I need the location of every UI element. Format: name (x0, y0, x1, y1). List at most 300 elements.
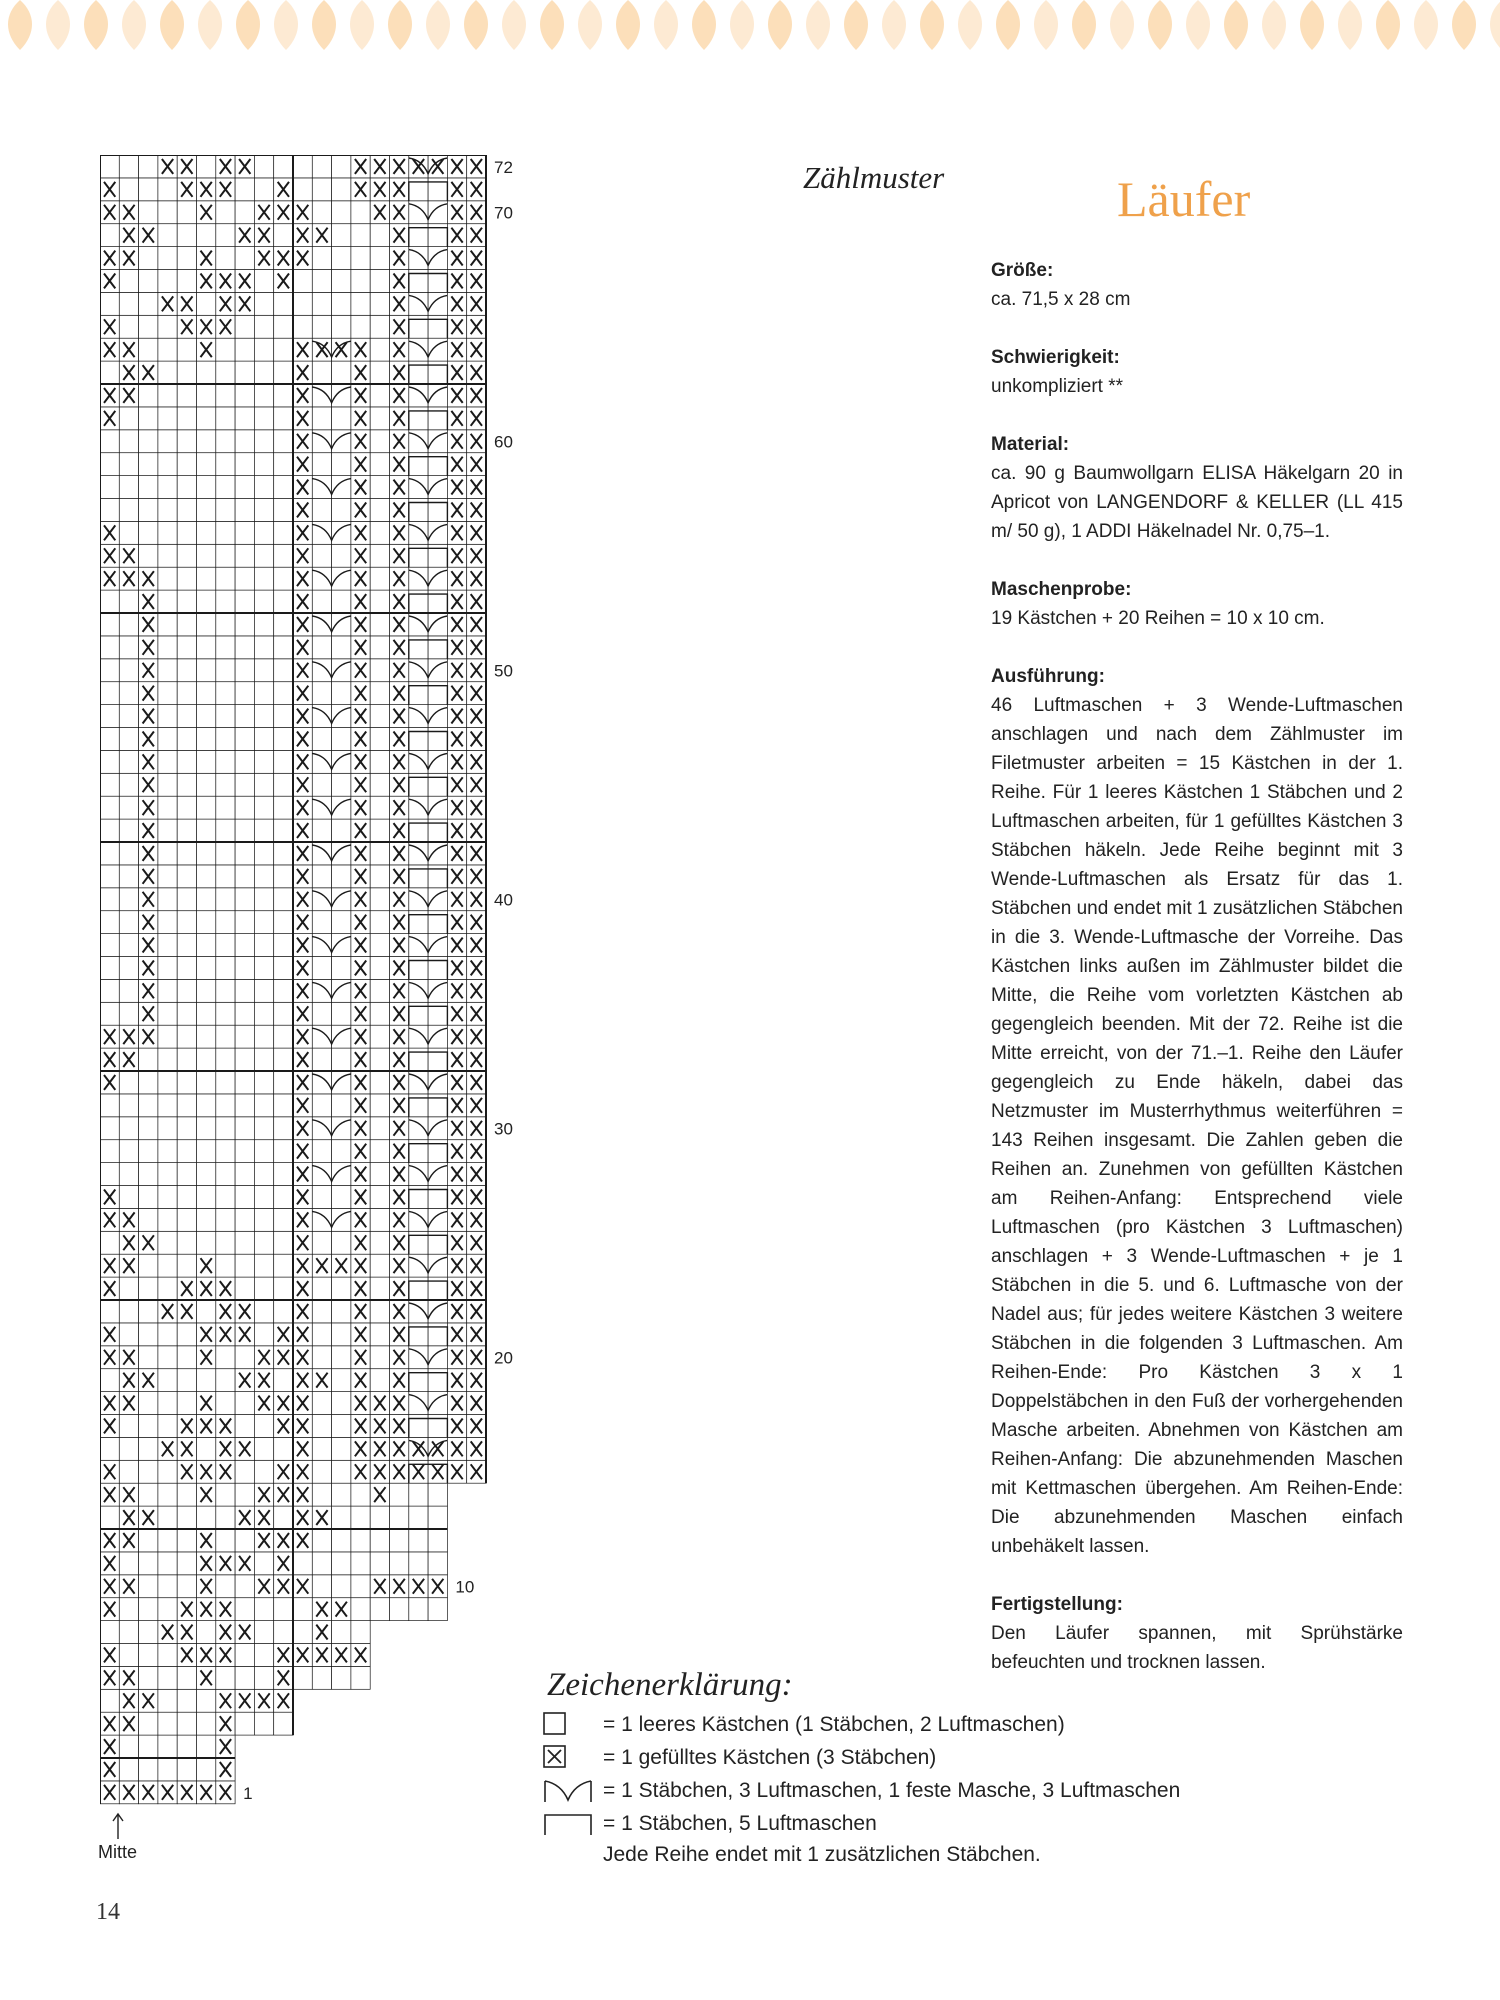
filled-square-icon (543, 1745, 567, 1769)
chart-cell (139, 407, 158, 430)
chart-cell (158, 911, 177, 934)
chart-cell (370, 888, 389, 911)
chart-cell (235, 888, 254, 911)
chart-cell (216, 201, 235, 224)
chart-cell (216, 1529, 235, 1552)
chart-cell (332, 292, 351, 315)
legend-title: Zeichenerklärung: (547, 1667, 793, 1703)
deco-drop (122, 0, 146, 50)
chart-cell (293, 292, 312, 315)
chart-cell (274, 361, 293, 384)
chart-cell (235, 842, 254, 865)
chart-cell (158, 819, 177, 842)
chart-cell (235, 1277, 254, 1300)
chart-cell (216, 773, 235, 796)
deco-drop (1148, 0, 1172, 50)
chart-cell (197, 384, 216, 407)
chart-cell (177, 1002, 196, 1025)
chart-cell (139, 1392, 158, 1415)
chart-cell (274, 499, 293, 522)
chart-cell (274, 1002, 293, 1025)
chart-cell (235, 613, 254, 636)
chart-cell (254, 1254, 273, 1277)
chart-cell (235, 1071, 254, 1094)
chart-cell (254, 659, 273, 682)
chart-cell (312, 544, 331, 567)
chart-cell (254, 613, 273, 636)
chart-cell (332, 1483, 351, 1506)
chart-cell (254, 1415, 273, 1438)
chart-cell (158, 521, 177, 544)
chart-cell (235, 1025, 254, 1048)
chart-cell (370, 338, 389, 361)
chart-cell (254, 361, 273, 384)
chart-cell (158, 1392, 177, 1415)
chart-cell (254, 499, 273, 522)
deco-drop (806, 0, 830, 50)
chart-cell (119, 888, 138, 911)
chart-cell (177, 1392, 196, 1415)
chart-cell (235, 1392, 254, 1415)
chart-cell (254, 682, 273, 705)
legend-text: = 1 gefülltes Kästchen (3 Stäbchen) (603, 1746, 937, 1769)
chart-cell (119, 1277, 138, 1300)
chart-cell (119, 292, 138, 315)
chart-cell (274, 521, 293, 544)
chart-cell (158, 705, 177, 728)
chart-cell (332, 1552, 351, 1575)
chart-cell (409, 1506, 428, 1529)
chart-cell (177, 1117, 196, 1140)
chart-cell (100, 705, 119, 728)
chart-cell (274, 1437, 293, 1460)
deco-drop (1224, 0, 1248, 50)
chart-cell (119, 1437, 138, 1460)
chart-cell (139, 338, 158, 361)
chart-cell (119, 773, 138, 796)
chart-cell (197, 453, 216, 476)
chart-cell (370, 292, 389, 315)
deco-drop (84, 0, 108, 50)
chart-cell (216, 1666, 235, 1689)
chart-cell (254, 453, 273, 476)
chart-cell (158, 1048, 177, 1071)
chart-cell (100, 1300, 119, 1323)
deco-drop (388, 0, 412, 50)
chart-cell (158, 1186, 177, 1209)
chart-cell (158, 1506, 177, 1529)
chart-cell (100, 796, 119, 819)
chart-cell (370, 682, 389, 705)
chart-cell (254, 865, 273, 888)
chart-cell (119, 819, 138, 842)
chart-cell (216, 361, 235, 384)
chart-cell (254, 476, 273, 499)
chart-cell (197, 1506, 216, 1529)
chart-cell (274, 407, 293, 430)
chart-cell (216, 682, 235, 705)
chart-cell (119, 842, 138, 865)
chart-cell (197, 1186, 216, 1209)
chart-cell (216, 728, 235, 751)
chart-cell (235, 1186, 254, 1209)
chart-cell (139, 1208, 158, 1231)
section-finishing (991, 1590, 1403, 1677)
chart-cell (119, 796, 138, 819)
chart-cell (370, 819, 389, 842)
chart-cell (254, 1277, 273, 1300)
chart-cell (177, 659, 196, 682)
chart-cell (332, 1048, 351, 1071)
chart-cell (119, 1094, 138, 1117)
chart-cell (370, 1506, 389, 1529)
chart-cell (119, 911, 138, 934)
chart-cell (177, 865, 196, 888)
chart-cell (119, 682, 138, 705)
chart-cell (409, 1483, 428, 1506)
chart-cell (100, 453, 119, 476)
chart-cell (158, 1346, 177, 1369)
row-number-label: 72 (494, 157, 513, 177)
chart-cell (177, 361, 196, 384)
chart-cell (274, 453, 293, 476)
chart-cell (197, 957, 216, 980)
chart-cell (254, 750, 273, 773)
chart-cell (254, 1666, 273, 1689)
chart-cell (158, 1140, 177, 1163)
chart-cell (370, 1369, 389, 1392)
chart-cell (216, 1483, 235, 1506)
chart-cell (370, 1117, 389, 1140)
chart-cell (216, 613, 235, 636)
chart-cell (119, 979, 138, 1002)
chart-cell (351, 292, 370, 315)
row-number-label: 50 (494, 661, 513, 681)
chart-cell (274, 1300, 293, 1323)
chart-cell (139, 1071, 158, 1094)
chart-cell (312, 1415, 331, 1438)
chart-cell (332, 1392, 351, 1415)
chart-cell (274, 1621, 293, 1644)
deco-drop (958, 0, 982, 50)
chart-cell (139, 521, 158, 544)
chart-cell (197, 292, 216, 315)
chart-cell (235, 1140, 254, 1163)
chart-cell (158, 430, 177, 453)
chart-cell (254, 1300, 273, 1323)
chart-cell (177, 682, 196, 705)
chart-cell (139, 1712, 158, 1735)
chart-cell (100, 361, 119, 384)
chart-cell (235, 819, 254, 842)
chart-cell (332, 728, 351, 751)
chart-cell (332, 1575, 351, 1598)
chart-cell (254, 1598, 273, 1621)
deco-drop (312, 0, 336, 50)
chart-cell (158, 1323, 177, 1346)
chart-cell (370, 1300, 389, 1323)
chart-cell (332, 1506, 351, 1529)
chart-cell (274, 430, 293, 453)
chart-cell (254, 1025, 273, 1048)
chart-cell (216, 224, 235, 247)
chart-cell (254, 430, 273, 453)
chart-cell (197, 567, 216, 590)
chart-cell (139, 430, 158, 453)
chart-cell (370, 1048, 389, 1071)
chart-cell (274, 292, 293, 315)
chart-cell (158, 1208, 177, 1231)
chart-cell (351, 1529, 370, 1552)
chart-cell (332, 1277, 351, 1300)
chart-cell (254, 1048, 273, 1071)
chart-cell (312, 315, 331, 338)
page-number: 14 (96, 1899, 120, 1925)
chart-cell (332, 361, 351, 384)
chart-cell (100, 979, 119, 1002)
chart-cell (119, 155, 138, 178)
chart-cell (351, 1666, 370, 1689)
chart-cell (177, 453, 196, 476)
chart-cell (312, 1529, 331, 1552)
section-heading: Schwierigkeit: (991, 347, 1120, 368)
chart-cell (197, 1048, 216, 1071)
chart-cell (235, 1666, 254, 1689)
chart-cell (197, 888, 216, 911)
chart-cell (139, 1140, 158, 1163)
chart-cell (274, 979, 293, 1002)
chart-cell (100, 1621, 119, 1644)
legend-text: = 1 Stäbchen, 5 Luftmaschen (603, 1812, 877, 1835)
chart-cell (312, 1002, 331, 1025)
chart-cell (177, 1094, 196, 1117)
chart-cell (254, 1552, 273, 1575)
chart-cell (235, 361, 254, 384)
deco-drop (8, 0, 32, 50)
chart-cell (332, 201, 351, 224)
arrow-up-icon (111, 1812, 125, 1840)
chart-cell (235, 934, 254, 957)
chart-cell (235, 1048, 254, 1071)
chart-cell (100, 865, 119, 888)
chart-cell (216, 705, 235, 728)
chart-cell (197, 224, 216, 247)
chart-cell (312, 1666, 331, 1689)
chart-cell (390, 1598, 409, 1621)
chart-cell (197, 1300, 216, 1323)
chart-cell (332, 1186, 351, 1209)
section-heading: Größe: (991, 260, 1054, 281)
section-body: ca. 90 g Baumwollgarn ELISA Häkelgarn 20 in Apricot von LANGENDORF & KELLER (LL 415 m/ 50 g), 1 ADDI Häkelnadel Nr. 0,75–1. (991, 463, 1403, 542)
chart-cell (100, 750, 119, 773)
chart-cell (216, 636, 235, 659)
net-v-symbol-icon (543, 1778, 593, 1804)
chart-cell (216, 1208, 235, 1231)
chart-cell (254, 911, 273, 934)
legend-item (543, 1807, 1180, 1840)
chart-cell (312, 865, 331, 888)
chart-cell (177, 476, 196, 499)
chart-cell (197, 155, 216, 178)
deco-drop (996, 0, 1020, 50)
deco-drop (464, 0, 488, 50)
chart-cell (139, 1758, 158, 1781)
row-number-label: 10 (455, 1577, 475, 1597)
chart-cell (332, 819, 351, 842)
chart-cell (254, 544, 273, 567)
chart-cell (216, 1392, 235, 1415)
chart-cell (254, 705, 273, 728)
chart-cell (216, 1575, 235, 1598)
chart-cell (216, 1163, 235, 1186)
legend-item (543, 1774, 1180, 1807)
chart-cell (274, 1369, 293, 1392)
chart-cell (100, 728, 119, 751)
chart-cell (100, 1437, 119, 1460)
chart-cell (370, 659, 389, 682)
chart-cell (119, 659, 138, 682)
chart-cell (274, 934, 293, 957)
chart-cell (216, 1346, 235, 1369)
chart-cell (158, 1735, 177, 1758)
chart-cell (158, 1483, 177, 1506)
deco-drop (426, 0, 450, 50)
chart-cell (274, 728, 293, 751)
chart-cell (139, 1644, 158, 1667)
chart-cell (119, 1460, 138, 1483)
section-body: unkompliziert ** (991, 376, 1123, 397)
chart-cell (177, 1529, 196, 1552)
chart-cell (139, 1575, 158, 1598)
chart-cell (312, 773, 331, 796)
chart-cell (158, 453, 177, 476)
chart-cell (235, 338, 254, 361)
chart-cell (332, 957, 351, 980)
chart-cell (370, 544, 389, 567)
chart-cell (119, 315, 138, 338)
chart-cell (100, 819, 119, 842)
deco-drop (502, 0, 526, 50)
chart-cell (158, 1277, 177, 1300)
chart-cell (312, 1300, 331, 1323)
chart-cell (274, 888, 293, 911)
chart-cell (158, 1666, 177, 1689)
chart-cell (254, 819, 273, 842)
chart-cell (274, 659, 293, 682)
chart-cell (274, 1712, 293, 1735)
chart-cell (235, 1483, 254, 1506)
chart-cell (119, 1621, 138, 1644)
chart-cell (370, 750, 389, 773)
chart-cell (312, 1094, 331, 1117)
chart-cell (177, 590, 196, 613)
row-number-label: 1 (243, 1783, 253, 1803)
deco-drop (1110, 0, 1134, 50)
deco-drop (1414, 0, 1438, 50)
deco-drop (692, 0, 716, 50)
chart-cell (216, 247, 235, 270)
chart-cell (312, 499, 331, 522)
chart-cell (274, 1163, 293, 1186)
chart-cell (158, 682, 177, 705)
chart-cell (119, 1002, 138, 1025)
chart-cell (370, 315, 389, 338)
chart-cell (197, 1002, 216, 1025)
chart-cell (100, 911, 119, 934)
chart-cell (235, 178, 254, 201)
chart-cell (139, 178, 158, 201)
chart-cell (274, 1208, 293, 1231)
chart-cell (177, 1140, 196, 1163)
deco-drop (768, 0, 792, 50)
chart-cell (216, 750, 235, 773)
chart-cell (254, 636, 273, 659)
chart-cell (177, 1735, 196, 1758)
legend-item (543, 1708, 1180, 1741)
chart-cell (216, 407, 235, 430)
pattern-title: Läufer (1117, 171, 1251, 227)
chart-cell (158, 1575, 177, 1598)
chart-cell (197, 590, 216, 613)
chart-cell (216, 521, 235, 544)
chart-cell (332, 1140, 351, 1163)
chart-cell (119, 613, 138, 636)
chart-cell (139, 155, 158, 178)
chart-cell (332, 1094, 351, 1117)
chart-cell (312, 155, 331, 178)
chart-cell (216, 499, 235, 522)
chart-cell (312, 1575, 331, 1598)
chart-cell (370, 613, 389, 636)
chart-cell (312, 1460, 331, 1483)
chart-cell (100, 1689, 119, 1712)
chart-cell (139, 1186, 158, 1209)
chart-cell (139, 247, 158, 270)
chart-cell (197, 1071, 216, 1094)
chart-cell (100, 636, 119, 659)
chart-cell (235, 1460, 254, 1483)
chart-cell (370, 1140, 389, 1163)
chart-cell (370, 224, 389, 247)
chart-cell (119, 499, 138, 522)
chart-cell (197, 1094, 216, 1117)
chart-cell (254, 338, 273, 361)
chart-cell (274, 682, 293, 705)
chart-cell (177, 384, 196, 407)
chart-cell (274, 1025, 293, 1048)
chart-cell (312, 957, 331, 980)
chart-cell (235, 1346, 254, 1369)
chart-cell (177, 567, 196, 590)
chart-cell (197, 1437, 216, 1460)
chart-cell (235, 1575, 254, 1598)
chart-cell (235, 728, 254, 751)
chart-cell (235, 567, 254, 590)
chart-cell (197, 1689, 216, 1712)
chart-cell (370, 728, 389, 751)
chart-cell (274, 1048, 293, 1071)
chart-cell (332, 1460, 351, 1483)
chart-cell (197, 1025, 216, 1048)
chart-cell (177, 1346, 196, 1369)
chart-cell (293, 178, 312, 201)
chart-cell (332, 1415, 351, 1438)
chart-cell (254, 1712, 273, 1735)
chart-cell (332, 1002, 351, 1025)
chart-cell (197, 705, 216, 728)
chart-cell (100, 1140, 119, 1163)
chart-cell (158, 1254, 177, 1277)
